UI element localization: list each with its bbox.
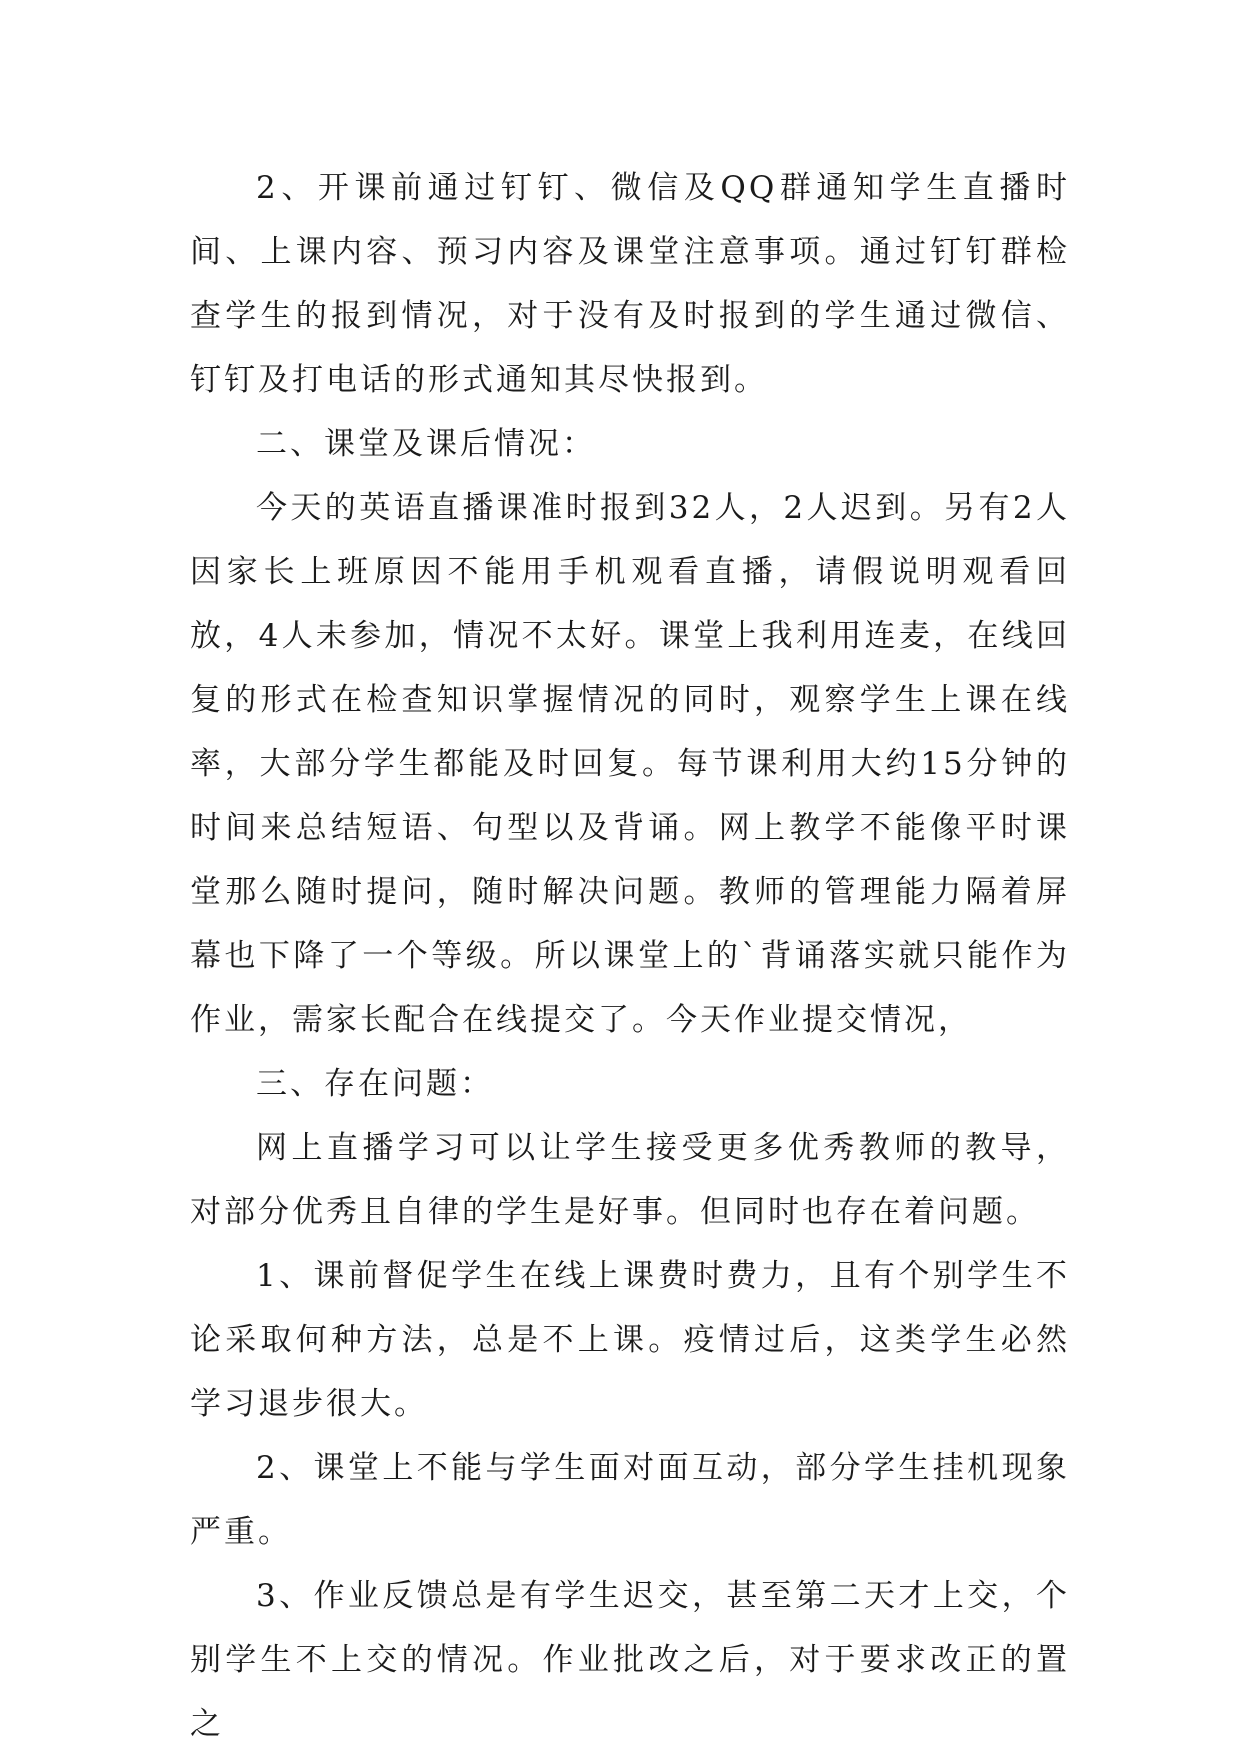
paragraph-online-learning-overview: 网上直播学习可以让学生接受更多优秀教师的教导，对部分优秀且自律的学生是好事。但同时也存在着问题。: [190, 1130, 1070, 1230]
paragraph-class-situation: 今天的英语直播课准时报到32人，2人迟到。另有2人因家长上班原因不能用手机观看直播，请假说明观看回放，4人未参加，情况不太好。课堂上我利用连麦，在线回复的形式在检查知识掌握情况的同时，观察学生上课在线率，大部分学生都能及时回复。每节课利用大约15分钟的时间来总结短语、句型以及背诵。网上教学不能像平时课堂那么随时提问，随时解决问题。教师的管理能力隔着屏幕也下降了一个等级。所以课堂上的`背诵落实就只能作为作业，需家长配合在线提交了。今天作业提交情况，: [190, 490, 1070, 1038]
paragraph-notification-method: 2、开课前通过钉钉、微信及QQ群通知学生直播时间、上课内容、预习内容及课堂注意事项。通过钉钉群检查学生的报到情况，对于没有及时报到的学生通过微信、钉钉及打电话的形式通知其尽快报到。: [190, 170, 1070, 398]
document-body: [190, 156, 1070, 1756]
paragraph-problem-1: 1、课前督促学生在线上课费时费力，且有个别学生不论采取何种方法，总是不上课。疫情过后，这类学生必然学习退步很大。: [190, 1258, 1070, 1422]
heading-existing-problems: 三、存在问题：: [256, 1066, 494, 1102]
heading-class-and-after-class: 二、课堂及课后情况：: [256, 426, 596, 462]
paragraph-problem-3: 3、作业反馈总是有学生迟交，甚至第二天才上交，个别学生不上交的情况。作业批改之后，对于要求改正的置之: [190, 1578, 1070, 1742]
paragraph-problem-2: 2、课堂上不能与学生面对面互动，部分学生挂机现象严重。: [190, 1450, 1070, 1550]
